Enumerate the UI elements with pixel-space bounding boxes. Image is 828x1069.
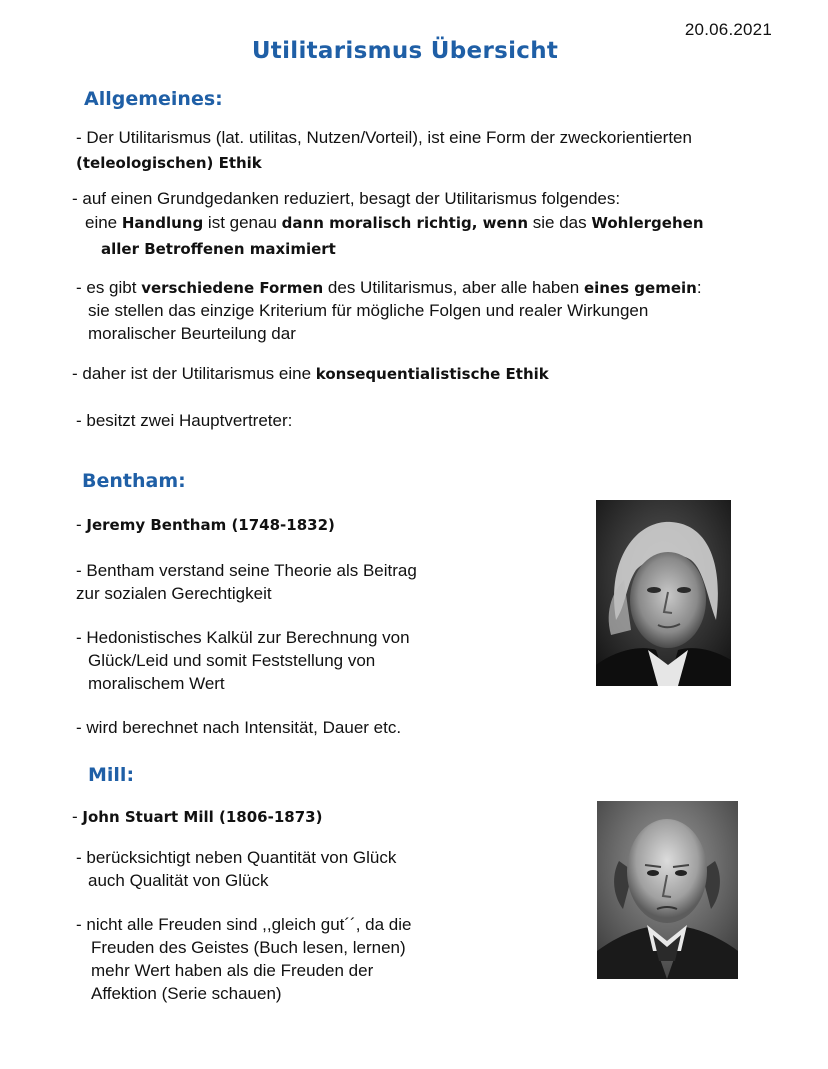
section-heading-mill: Mill: — [88, 764, 135, 786]
highlight-text: (teleologischen) Ethik — [76, 154, 262, 172]
paragraph-line: - daher ist der Utilitarismus eine konsequentialistische Ethik — [72, 364, 549, 383]
mill-portrait — [597, 801, 738, 979]
paragraph-line: - nicht alle Freuden sind ,,gleich gut´´, da die — [76, 915, 412, 934]
paragraph-line: - berücksichtigt neben Quantität von Glück — [76, 848, 397, 867]
paragraph-line: Glück/Leid und somit Feststellung von — [88, 651, 376, 670]
paragraph-line: Freuden des Geistes (Buch lesen, lernen) — [91, 938, 406, 957]
page-title: Utilitarismus Übersicht — [251, 38, 559, 64]
highlight-text: verschiedene Formen — [141, 279, 324, 297]
paragraph-line: Affektion (Serie schauen) — [91, 984, 282, 1003]
paragraph-line: auch Qualität von Glück — [88, 871, 269, 890]
paragraph-line: zur sozialen Gerechtigkeit — [76, 584, 272, 603]
highlight-text: Handlung — [121, 214, 204, 232]
paragraph-line: eine Handlung ist genau dann moralisch richtig, wenn sie das Wohlergehen — [85, 213, 704, 232]
paragraph-line: - es gibt verschiedene Formen des Utilitarismus, aber alle haben eines gemein: — [76, 278, 702, 297]
highlight-text: Wohlergehen — [591, 214, 704, 232]
person-name: - Jeremy Bentham (1748-1832) — [76, 515, 335, 534]
date: 20.06.2021 — [684, 20, 772, 39]
paragraph-line: moralischem Wert — [88, 674, 225, 693]
highlight-text: konsequentialistische Ethik — [315, 365, 549, 383]
paragraph-line: - Hedonistisches Kalkül zur Berechnung von — [76, 628, 410, 647]
paragraph-line: - wird berechnet nach Intensität, Dauer etc. — [76, 718, 402, 737]
paragraph-line: - auf einen Grundgedanken reduziert, besagt der Utilitarismus folgendes: — [72, 189, 621, 208]
person-name: - John Stuart Mill (1806-1873) — [72, 807, 323, 826]
highlight-text: aller Betroffenen maximiert — [101, 240, 336, 258]
section-heading-allgemeines: Allgemeines: — [84, 88, 223, 110]
paragraph-line: sie stellen das einzige Kriterium für mögliche Folgen und realer Wirkungen — [88, 301, 649, 320]
paragraph-line: - Bentham verstand seine Theorie als Beitrag — [76, 561, 417, 580]
section-heading-bentham: Bentham: — [82, 470, 186, 492]
bentham-portrait — [596, 500, 731, 686]
paragraph-line: - Der Utilitarismus (lat. utilitas, Nutzen/Vorteil), ist eine Form der zweckorientierten — [76, 128, 692, 147]
highlight-text: eines gemein — [583, 279, 697, 297]
highlight-text: dann moralisch richtig, wenn — [281, 214, 529, 232]
paragraph-line: moralischer Beurteilung dar — [88, 324, 296, 343]
paragraph-line: - besitzt zwei Hauptvertreter: — [76, 411, 293, 430]
paragraph-line: mehr Wert haben als die Freuden der — [91, 961, 374, 980]
bentham-portrait-image — [596, 500, 731, 686]
mill-portrait-image — [597, 801, 738, 979]
